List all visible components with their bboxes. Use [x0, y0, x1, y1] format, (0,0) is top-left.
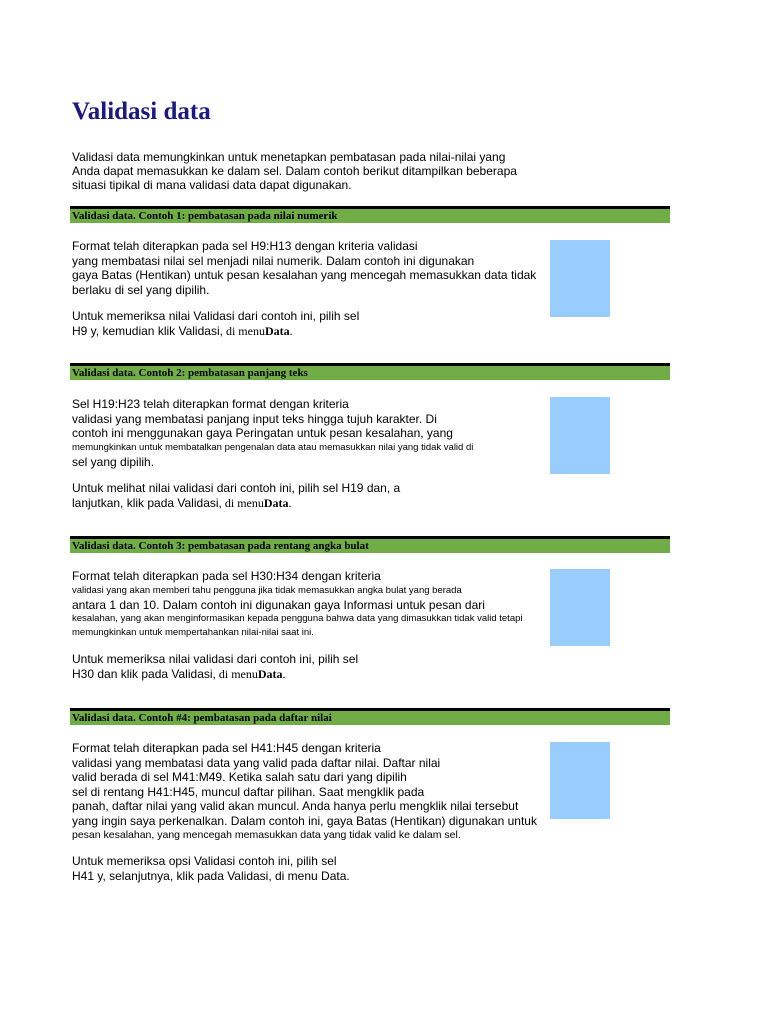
body-line: panah, daftar nilai yang valid akan muncul. Anda hanya perlu mengklik nilai tersebut [72, 799, 519, 813]
action-line: H41 y, selanjutnya, klik pada Validasi, di menu Data. [72, 868, 350, 883]
action-line: Untuk melihat nilai validasi dari contoh ini, pilih sel H19 dan, a [72, 481, 401, 495]
body-line: memungkinkan untuk membatalkan pengenalan data atau memasukkan nilai yang tidak valid di [72, 441, 474, 453]
intro-line: situasi tipikal di mana validasi data dapat digunakan. [72, 178, 352, 192]
sample-cell-h30[interactable] [550, 569, 610, 646]
action-line: Untuk memeriksa nilai Validasi dari contoh ini, pilih sel [72, 309, 360, 323]
action-line: Untuk memeriksa opsi Validasi contoh ini, pilih sel [72, 854, 337, 868]
section-2-body [72, 397, 542, 510]
intro-line: Anda dapat memasukkan ke dalam sel. Dalam contoh berikut ditampilkan beberapa [72, 164, 517, 178]
action-line: Untuk memeriksa nilai validasi dari contoh ini, pilih sel [72, 652, 359, 666]
sample-cell-h19[interactable] [550, 397, 610, 474]
body-line: berlaku di sel yang dipilih. [72, 282, 210, 297]
action-line: H30 dan klik pada Validasi, di menuData. [72, 666, 286, 681]
body-line: Format telah diterapkan pada sel H30:H34 dengan kriteria [72, 569, 381, 583]
action-line: H9 y, kemudian klik Validasi, di menuData. [72, 323, 293, 338]
body-line: yang ingin saya perkenalkan. Dalam contoh ini, gaya Batas (Hentikan) digunakan untuk [72, 813, 537, 828]
sample-cell-h9[interactable] [550, 240, 610, 317]
body-line: validasi yang membatasi panjang input teks hingga tujuh karakter. Di [72, 411, 437, 426]
section-3-body [72, 569, 542, 681]
body-line: Sel H19:H23 telah diterapkan format dengan kriteria [72, 397, 349, 411]
body-line: antara 1 dan 10. Dalam contoh ini digunakan gaya Informasi untuk pesan dari [72, 597, 485, 612]
body-line: validasi yang membatasi data yang valid pada daftar nilai. Daftar nilai [72, 755, 441, 770]
body-line: contoh ini menggunakan gaya Peringatan untuk pesan kesalahan, yang [72, 426, 453, 440]
body-line: valid berada di sel M41:M49. Ketika salah satu dari yang dipilih [72, 770, 407, 784]
body-line: sel di rentang H41:H45, muncul daftar pilihan. Saat mengklik pada [72, 784, 425, 799]
body-line: Format telah diterapkan pada sel H9:H13 dengan kriteria validasi [72, 239, 418, 253]
section-1-header: Validasi data. Contoh 1: pembatasan pada nilai numerik [70, 206, 670, 223]
body-line: kesalahan, yang akan menginformasikan kepada pengguna bahwa data yang dimasukkan tidak valid tetapi [72, 613, 523, 624]
sample-cell-h41[interactable] [550, 742, 610, 819]
section-3-header: Validasi data. Contoh 3: pembatasan pada rentang angka bulat [70, 536, 670, 553]
body-line: Format telah diterapkan pada sel H41:H45 dengan kriteria [72, 741, 381, 755]
body-line: pesan kesalahan, yang mencegah memasukkan data yang tidak valid ke dalam sel. [72, 829, 461, 841]
intro-line: Validasi data memungkinkan untuk menetapkan pembatasan pada nilai-nilai yang [72, 150, 506, 164]
action-line: lanjutkan, klik pada Validasi, di menuData. [72, 495, 292, 510]
body-line: yang membatasi nilai sel menjadi nilai numerik. Dalam contoh ini digunakan [72, 253, 475, 268]
section-4-body [72, 741, 542, 883]
section-2-header: Validasi data. Contoh 2: pembatasan panjang teks [70, 363, 670, 380]
page-title: Validasi data [72, 98, 211, 125]
body-line: memungkinkan untuk mempertahankan nilai-nilai saat ini. [72, 627, 314, 638]
intro-paragraph [72, 150, 542, 192]
section-4-header: Validasi data. Contoh #4: pembatasan pada daftar nilai [70, 708, 670, 725]
section-1-body [72, 239, 542, 338]
body-line: sel yang dipilih. [72, 454, 155, 469]
body-line: gaya Batas (Hentikan) untuk pesan kesalahan yang mencegah memasukkan data tidak [72, 268, 537, 282]
body-line: validasi yang akan memberi tahu pengguna jika tidak memasukkan angka bulat yang berada [72, 584, 462, 596]
